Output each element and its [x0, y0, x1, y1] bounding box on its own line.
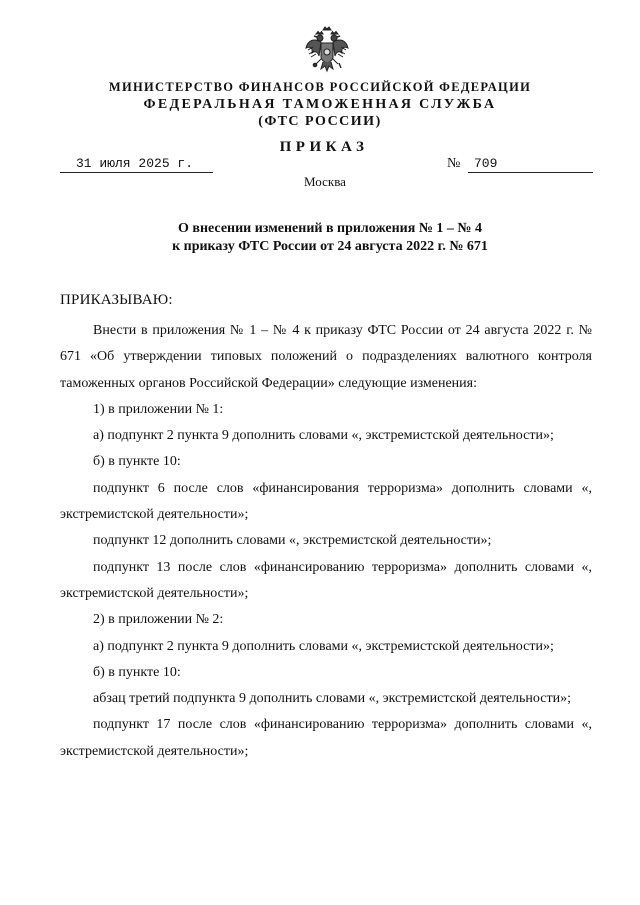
- body-paragraph: подпункт 6 после слов «финансирования терроризма» дополнить словами «, экстремистской деятельности»;: [60, 480, 592, 523]
- subject-line: к приказу ФТС России от 24 августа 2022 г. № 671: [172, 239, 488, 254]
- service-name: ФЕДЕРАЛЬНАЯ ТАМОЖЕННАЯ СЛУЖБА: [143, 97, 497, 112]
- coat-of-arms-icon: [304, 26, 350, 76]
- body-paragraph: а) подпункт 2 пункта 9 дополнить словами «, экстремистской деятельности»;: [93, 428, 554, 444]
- order-number-field: [468, 156, 593, 173]
- ordering-word: ПРИКАЗЫВАЮ:: [60, 292, 173, 308]
- issue-city: Москва: [304, 174, 346, 189]
- document-type-title: ПРИКАЗ: [279, 139, 369, 155]
- body-paragraph: а) подпункт 2 пункта 9 дополнить словами «, экстремистской деятельности»;: [93, 638, 554, 654]
- body-paragraph: б) в пункте 10:: [93, 454, 181, 470]
- order-body: [60, 318, 592, 765]
- number-sign: №: [447, 156, 461, 171]
- body-paragraph: подпункт 13 после слов «финансированию терроризма» дополнить словами «, экстремистской деятельности»;: [60, 559, 592, 601]
- body-paragraph: абзац третий подпункта 9 дополнить словами «, экстремистской деятельности»;: [93, 691, 571, 707]
- body-paragraph: подпункт 12 дополнить словами «, экстремистской деятельности»;: [93, 533, 492, 549]
- ministry-name: МИНИСТЕРСТВО ФИНАНСОВ РОССИЙСКОЙ ФЕДЕРАЦИИ: [108, 80, 532, 94]
- service-abbreviation: (ФТС РОССИИ): [258, 114, 382, 129]
- body-paragraph: 1) в приложении № 1:: [93, 401, 224, 417]
- order-number: 709: [474, 156, 498, 171]
- body-paragraph: б) в пункте 10:: [93, 664, 181, 680]
- order-date-field: [60, 156, 213, 173]
- body-paragraph: 2) в приложении № 2:: [93, 612, 224, 628]
- subject-line: О внесении изменений в приложения № 1 – № 4: [178, 221, 482, 236]
- body-paragraph: подпункт 17 после слов «финансированию терроризма» дополнить словами «, экстремистской деятельности»;: [60, 717, 592, 759]
- order-subject: [60, 220, 600, 256]
- order-date: 31 июля 2025 г.: [76, 156, 194, 171]
- body-paragraph: Внести в приложения № 1 – № 4 к приказу ФТС России от 24 августа 2022 г. № 671 «Об утверждении типовых положений о подразделениях валютного контроля таможенных органов Российской Федерации» следующие изменения:: [60, 323, 592, 391]
